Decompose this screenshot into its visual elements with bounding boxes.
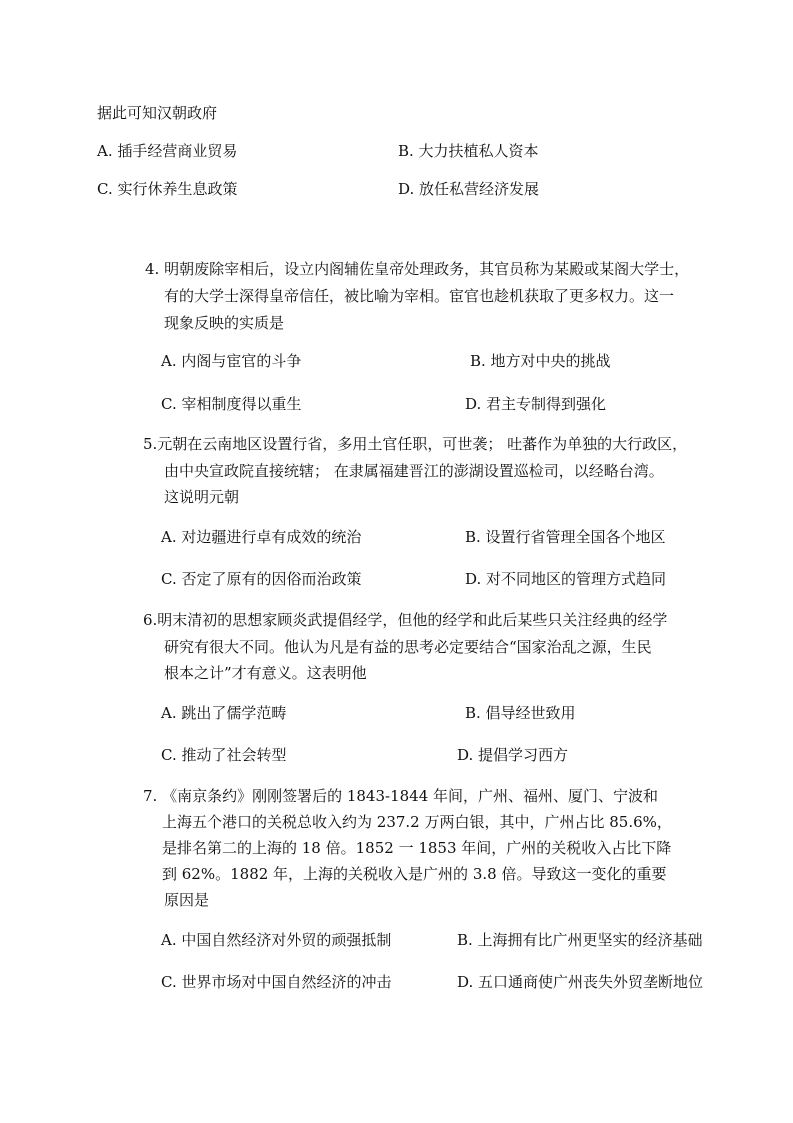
q3-option-b: B. 大力扶植私人资本 xyxy=(398,142,539,160)
q7-line-4: 到 62%。1882 年，上海的关税收入是广州的 3.8 倍。导致这一变化的重要 xyxy=(162,865,667,883)
q3-option-a: A. 插手经营商业贸易 xyxy=(97,142,238,160)
q7-line-3: 是排名第二的上海的 18 倍。1852 一 1853 年间，广州的关税收入占比下降 xyxy=(162,839,672,857)
q3-option-d: D. 放任私营经济发展 xyxy=(398,180,540,198)
q4-option-a: A. 内阁与宦官的斗争 xyxy=(161,352,302,370)
q6-option-d: D. 提倡学习西方 xyxy=(457,746,569,764)
q5-option-c: C. 否定了原有的因俗而治政策 xyxy=(161,570,362,588)
q6-line-2: 研究有很大不同。他认为凡是有益的思考必定要结合“国家治乱之源，生民 xyxy=(164,638,652,656)
q7-line-1: 7. 《南京条约》刚刚签署后的 1843-1844 年间，广州、福州、厦门、宁波和 xyxy=(143,787,659,805)
q4-line-2: 有的大学士深得皇帝信任，被比喻为宰相。宦官也趁机获取了更多权力。这一 xyxy=(164,287,675,305)
q4-option-c: C. 宰相制度得以重生 xyxy=(161,395,302,413)
q7-option-b: B. 上海拥有比广州更坚实的经济基础 xyxy=(457,931,703,949)
q7-line-5: 原因是 xyxy=(164,891,210,909)
q6-option-a: A. 跳出了儒学范畴 xyxy=(161,704,287,722)
q6-line-1: 6.明末清初的思想家顾炎武提倡经学，但他的经学和此后某些只关注经典的经学 xyxy=(143,611,668,629)
q4-line-1: 4. 明朝废除宰相后，设立内阁辅佐皇帝处理政务，其官员称为某殿或某阁大学士， xyxy=(145,260,690,278)
q6-line-3: 根本之计”才有意义。这表明他 xyxy=(164,664,367,682)
q7-option-a: A. 中国自然经济对外贸的顽强抵制 xyxy=(161,931,392,949)
q5-option-a: A. 对边疆进行卓有成效的统治 xyxy=(161,528,362,546)
q6-option-b: B. 倡导经世致用 xyxy=(465,704,576,722)
q7-option-d: D. 五口通商使广州丧失外贸垄断地位 xyxy=(457,973,704,991)
q3-option-c: C. 实行休养生息政策 xyxy=(97,180,238,198)
q7-option-c: C. 世界市场对中国自然经济的冲击 xyxy=(161,973,392,991)
q5-line-2: 由中央宣政院直接统辖； 在隶属福建晋江的澎湖设置巡检司，以经略台湾。 xyxy=(164,462,664,480)
q7-line-2: 上海五个港口的关税总收入约为 237.2 万两白银，其中，广州占比 85.6%， xyxy=(162,813,672,831)
q5-line-1: 5.元朝在云南地区设置行省，多用土官任职，可世袭； 吐蕃作为单独的大行政区， xyxy=(143,435,688,453)
q6-option-c: C. 推动了社会转型 xyxy=(161,746,287,764)
q5-option-b: B. 设置行省管理全国各个地区 xyxy=(465,528,666,546)
question-3-stem-tail: 据此可知汉朝政府 xyxy=(97,104,218,122)
q4-line-3: 现象反映的实质是 xyxy=(164,314,285,332)
q4-option-b: B. 地方对中央的挑战 xyxy=(470,352,611,370)
q4-option-d: D. 君主专制得到强化 xyxy=(465,395,607,413)
q5-line-3: 这说明元朝 xyxy=(164,488,240,506)
q5-option-d: D. 对不同地区的管理方式趋同 xyxy=(465,570,667,588)
